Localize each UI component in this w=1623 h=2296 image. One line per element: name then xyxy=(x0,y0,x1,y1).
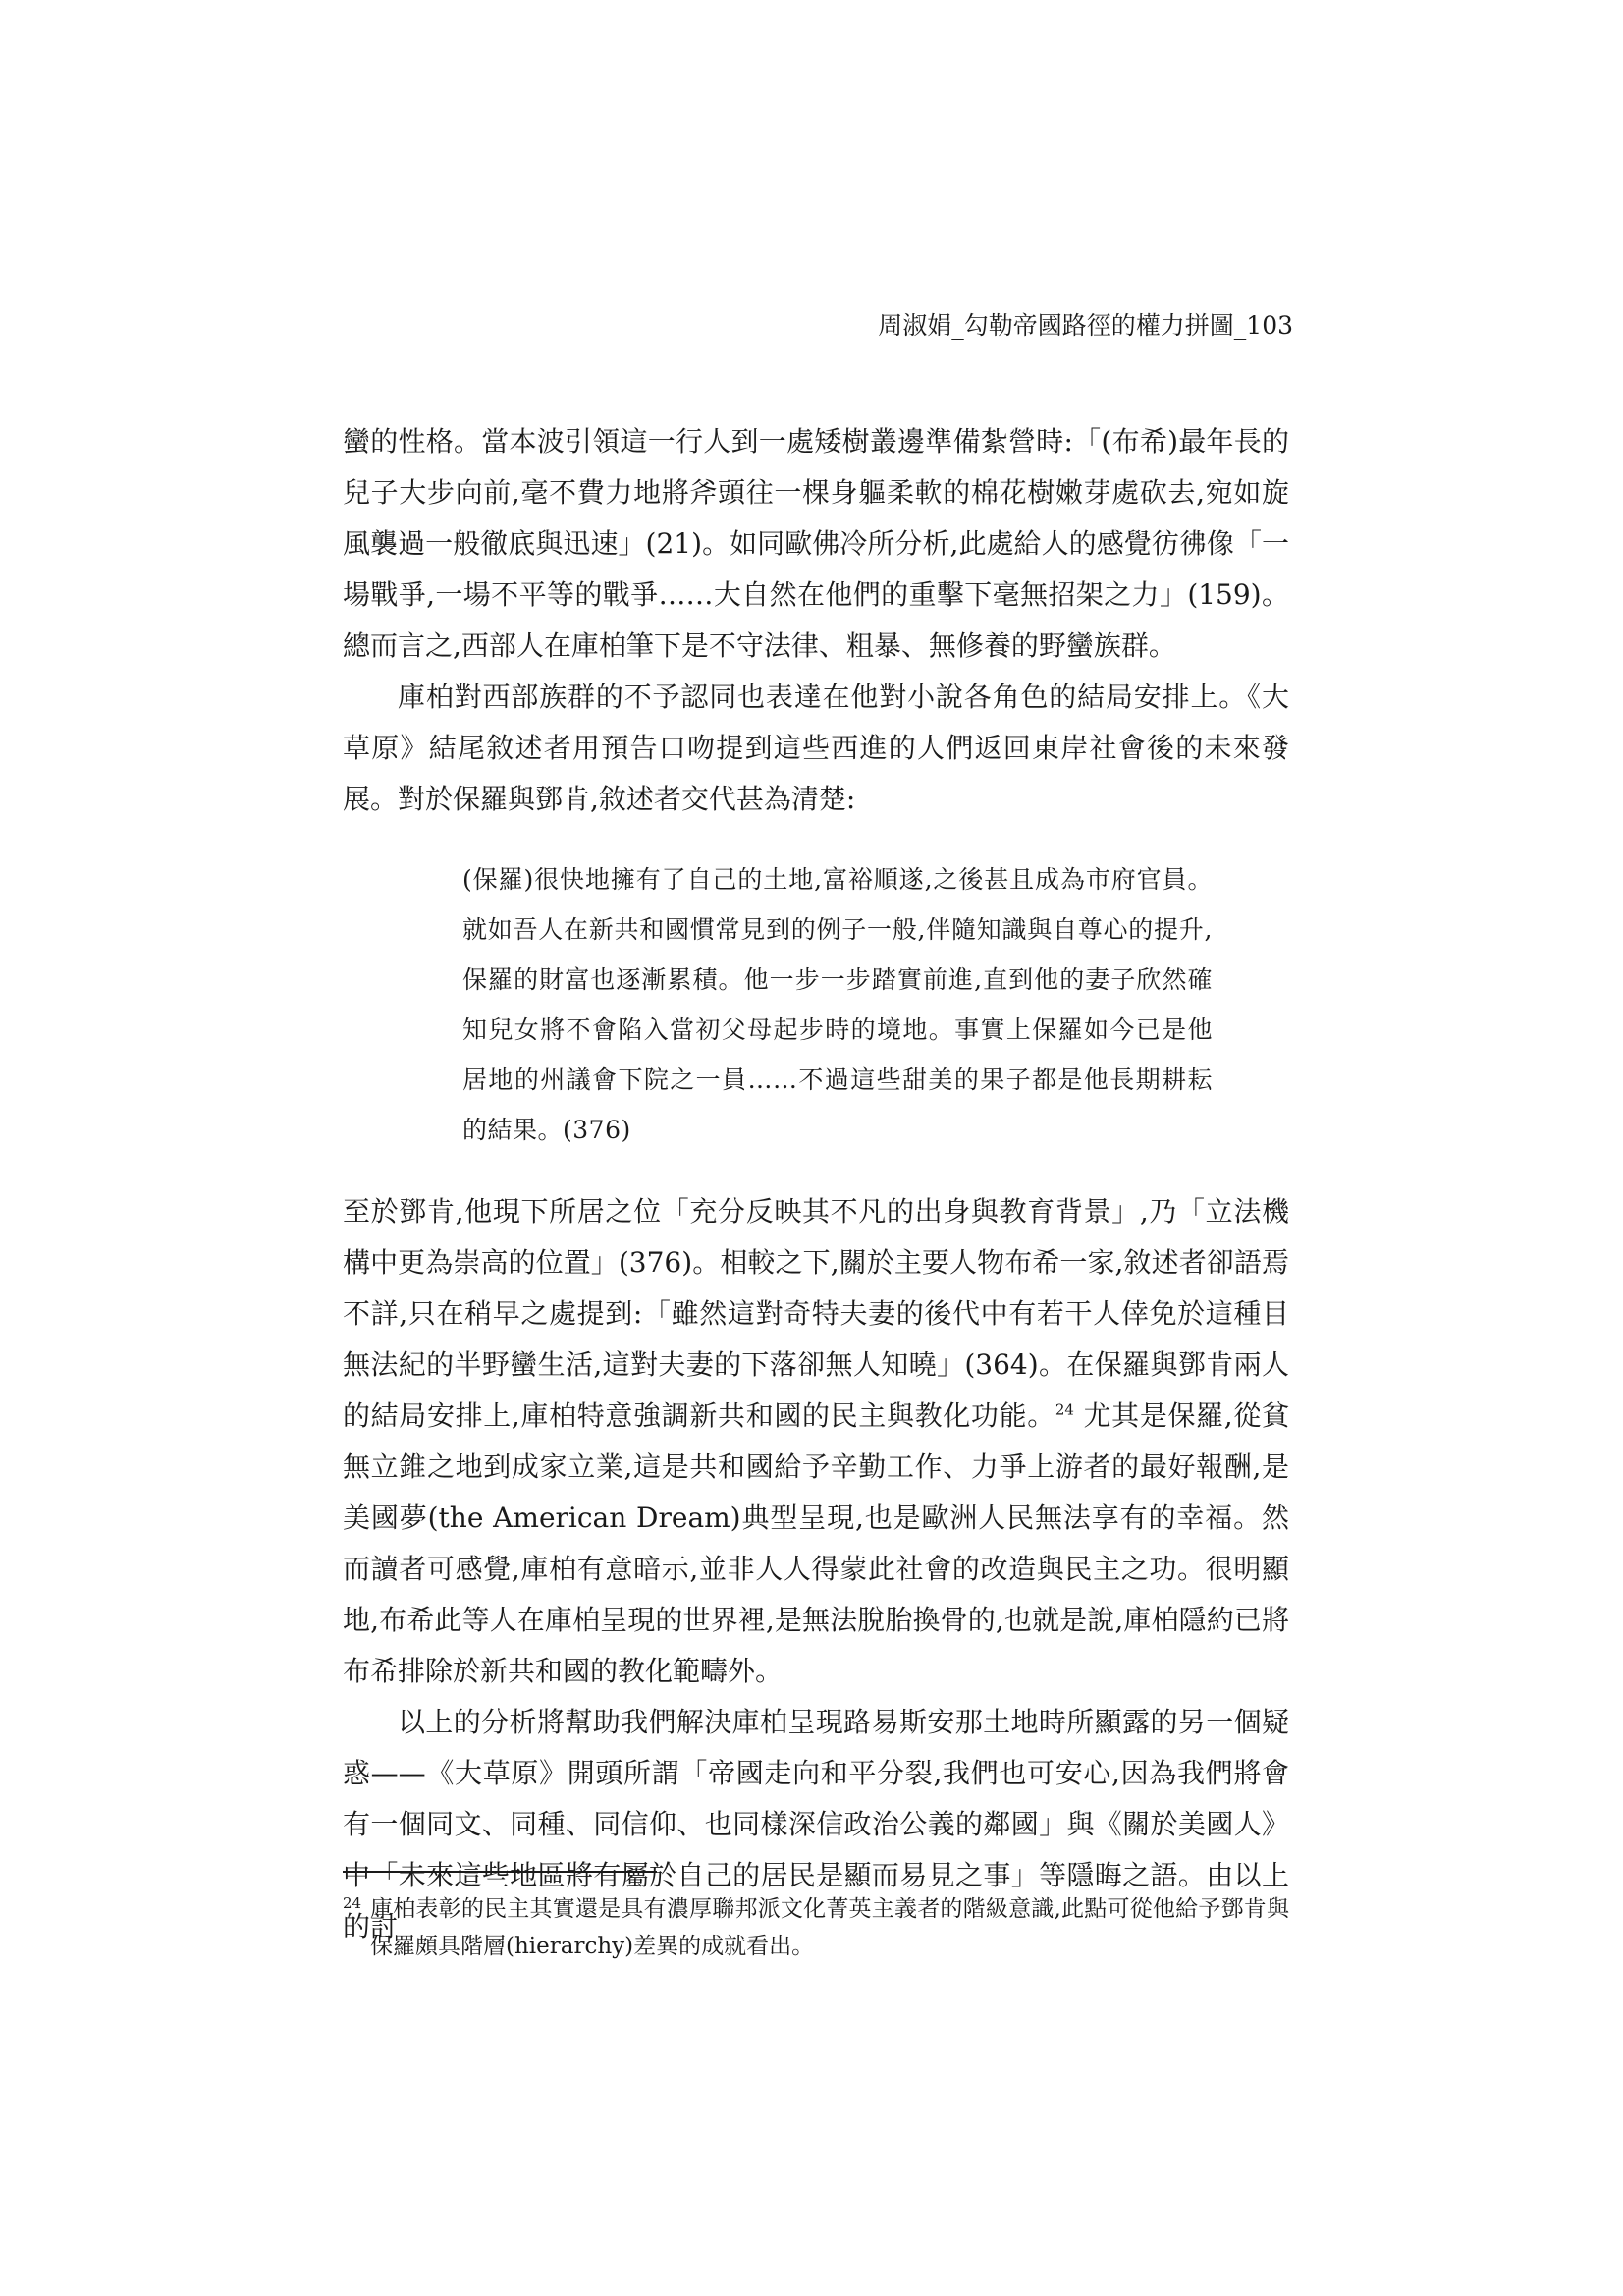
paragraph-2: 庫柏對西部族群的不予認同也表達在他對小說各角色的結局安排上。《大草原》結尾敘述者用預告口吻提到這些西進的人們返回東岸社會後的未來發展。對於保羅與鄧肯,敘述者交代甚為清楚: xyxy=(343,681,1289,815)
block-quote xyxy=(462,854,1213,1155)
paragraph-1: 蠻的性格。當本波引領這一行人到一處矮樹叢邊準備紮營時:「(布希)最年長的兒子大步向前,毫不費力地將斧頭往一棵身軀柔軟的棉花樹嫩芽處砍去,宛如旋風襲過一般徹底與迅速」(21)。如同歐佛冷所分析,此處給人的感覺彷彿像「一場戰爭,一場不平等的戰爭……大自然在他們的重擊下毫無招架之力」(159)。總而言之,西部人在庫柏筆下是不守法律、粗暴、無修養的野蠻族群。 xyxy=(343,425,1289,662)
paragraph-3-part-2: 尤其是保羅,從貧無立錐之地到成家立業,這是共和國給予辛勤工作、力爭上游者的最好報酬,是美國夢(the American Dream)典型呈現,也是歐洲人民無法享有的幸福。然而讀者可感覺,庫柏有意暗示,並非人人得蒙此社會的改造與民主之功。很明顯地,布希此等人在庫柏呈現的世界裡,是無法脫胎換骨的,也就是說,庫柏隱約已將布希排除於新共和國的教化範疇外。 xyxy=(343,1399,1289,1687)
paragraph-4: 以上的分析將幫助我們解決庫柏呈現路易斯安那土地時所顯露的另一個疑惑——《大草原》開頭所謂「帝國走向和平分裂,我們也可安心,因為我們將會有一個同文、同種、同信仰、也同樣深信政治公義的鄰國」與《關於美國人》中「未來這些地區將有屬於自己的居民是顯而易見之事」等隱晦之語。由以上的討 xyxy=(343,1706,1289,1942)
paragraph-3 xyxy=(343,1186,1289,1697)
running-header: 周淑娟_勾勒帝國路徑的權力拼圖_103 xyxy=(878,311,1293,340)
footnote-text: 庫柏表彰的民主其實還是具有濃厚聯邦派文化菁英主義者的階級意識,此點可從他給予鄧肯與保羅頗具階層(hierarchy)差異的成就看出。 xyxy=(370,1896,1289,1959)
paragraph-3-part-1: 至於鄧肯,他現下所居之位「充分反映其不凡的出身與教育背景」,乃「立法機構中更為崇高的位置」(376)。相較之下,關於主要人物布希一家,敘述者卻語焉不詳,只在稍早之處提到:「雖然這對奇特夫妻的後代中有若干人倖免於這種目無法紀的半野蠻生活,這對夫妻的下落卻無人知曉」(364)。在保羅與鄧肯兩人的結局安排上,庫柏特意強調新共和國的民主與教化功能。 xyxy=(343,1195,1289,1432)
footnote-reference[interactable]: 24 xyxy=(1055,1400,1074,1419)
block-quote-text: (保羅)很快地擁有了自己的土地,富裕順遂,之後甚且成為市府官員。就如吾人在新共和國慣常見到的例子一般,伴隨知識與自尊心的提升,保羅的財富也逐漸累積。他一步一步踏實前進,直到他的妻子欣然確知兒女將不會陷入當初父母起步時的境地。事實上保羅如今已是他居地的州議會下院之一員……不過這些甜美的果子都是他長期耕耘的結果。(376) xyxy=(462,865,1213,1144)
footnote-divider xyxy=(343,1871,657,1873)
main-text xyxy=(343,416,1289,1952)
footnote-number: 24 xyxy=(343,1894,362,1912)
footnote xyxy=(343,1890,1289,1965)
